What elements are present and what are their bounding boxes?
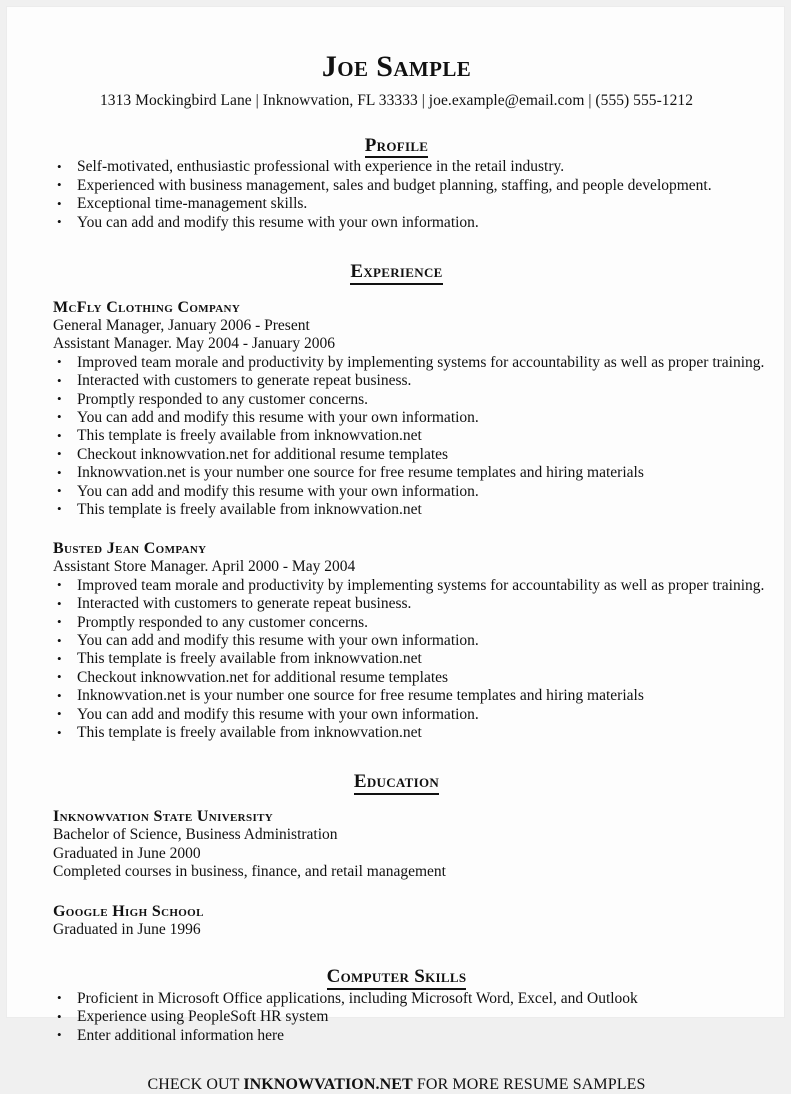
section-heading-profile	[53, 110, 740, 159]
list-item: • Self-motivated, enthusiastic professional with experience in the retail industry.	[53, 158, 740, 176]
job-bullet-list	[53, 353, 765, 520]
list-item: • Inknowvation.net is your number one source for free resume templates and hiring materials	[53, 687, 740, 705]
list-item: • You can add and modify this resume with your own information.	[53, 632, 740, 650]
education-detail-line: Graduated in June 1996	[53, 920, 201, 938]
education-detail-line: Bachelor of Science, Business Administration	[53, 826, 338, 844]
experience-entry	[53, 285, 765, 519]
school-name: Inknowvation State University	[53, 808, 274, 826]
list-item: • Promptly responded to any customer concerns.	[53, 391, 740, 409]
footer-suffix: FOR MORE RESUME SAMPLES	[412, 1076, 646, 1094]
list-item: • Promptly responded to any customer concerns.	[53, 614, 740, 632]
list-item: • Proficient in Microsoft Office applications, including Microsoft Word, Excel, and Outlook	[53, 990, 740, 1008]
job-bullet-list	[53, 576, 765, 743]
footer-prefix: CHECK OUT	[147, 1076, 244, 1094]
list-item: • Inknowvation.net is your number one source for free resume templates and hiring materials	[53, 464, 740, 482]
list-item: • Exceptional time-management skills.	[53, 195, 740, 213]
list-item: • This template is freely available from inknowvation.net	[53, 501, 740, 519]
list-item: • You can add and modify this resume with your own information.	[53, 483, 740, 501]
list-item: • Experienced with business management, sales and budget planning, staffing, and people development.	[53, 177, 740, 195]
list-item: • Checkout inknowvation.net for additional resume templates	[53, 446, 740, 464]
experience-entry	[53, 519, 765, 742]
section-heading-experience-label: Experience	[350, 262, 442, 285]
section-heading-computer-skills	[53, 939, 740, 990]
resume-page	[6, 6, 785, 1094]
list-item: • Interacted with customers to generate repeat business.	[53, 595, 740, 613]
list-item: • Enter additional information here	[53, 1027, 740, 1045]
job-role-line: Assistant Manager. May 2004 - January 2006	[53, 335, 335, 353]
list-item: • Improved team morale and productivity by implementing systems for accountability as well as proper training.	[53, 354, 740, 372]
section-heading-experience	[53, 232, 740, 285]
list-item: • Experience using PeopleSoft HR system	[53, 1008, 740, 1026]
list-item: • This template is freely available from inknowvation.net	[53, 427, 740, 445]
skills-bullet-list	[53, 990, 740, 1045]
section-heading-profile-label: Profile	[365, 136, 429, 159]
job-role-line: Assistant Store Manager. April 2000 - May 2004	[53, 558, 356, 576]
education-entry	[53, 882, 740, 939]
school-name: Google High School	[53, 902, 204, 920]
list-item: • You can add and modify this resume with your own information.	[53, 706, 740, 724]
section-heading-computer-skills-label: Computer Skills	[327, 967, 467, 990]
footer-site-name: INKNOWVATION.NET	[243, 1076, 413, 1094]
job-role-line: General Manager, January 2006 - Present	[53, 316, 310, 334]
list-item: • Improved team morale and productivity by implementing systems for accountability as well as proper training.	[53, 577, 740, 595]
list-item: • You can add and modify this resume with your own information.	[53, 214, 740, 232]
resume-body	[7, 7, 784, 1094]
employer-name: McFly Clothing Company	[53, 298, 241, 316]
list-item: • This template is freely available from inknowvation.net	[53, 650, 740, 668]
list-item: • Interacted with customers to generate repeat business.	[53, 372, 740, 390]
education-list	[53, 795, 740, 939]
education-detail-line: Graduated in June 2000	[53, 844, 201, 862]
employer-name: Busted Jean Company	[53, 540, 207, 558]
page-title: Joe Sample	[321, 50, 472, 83]
education-entry	[53, 795, 740, 881]
list-item: • You can add and modify this resume with your own information.	[53, 409, 740, 427]
education-detail-line: Completed courses in business, finance, and retail management	[53, 863, 446, 881]
section-heading-education-label: Education	[354, 772, 439, 795]
profile-bullet-list	[53, 158, 740, 232]
list-item: • Checkout inknowvation.net for additional resume templates	[53, 669, 740, 687]
list-item: • This template is freely available from inknowvation.net	[53, 724, 740, 742]
contact-line: 1313 Mockingbird Lane | Inknowvation, FL 33333 | joe.example@email.com | (555) 555-1212	[100, 91, 693, 109]
section-heading-education	[53, 742, 740, 795]
experience-list	[53, 285, 765, 743]
footer-callout	[53, 1045, 740, 1094]
